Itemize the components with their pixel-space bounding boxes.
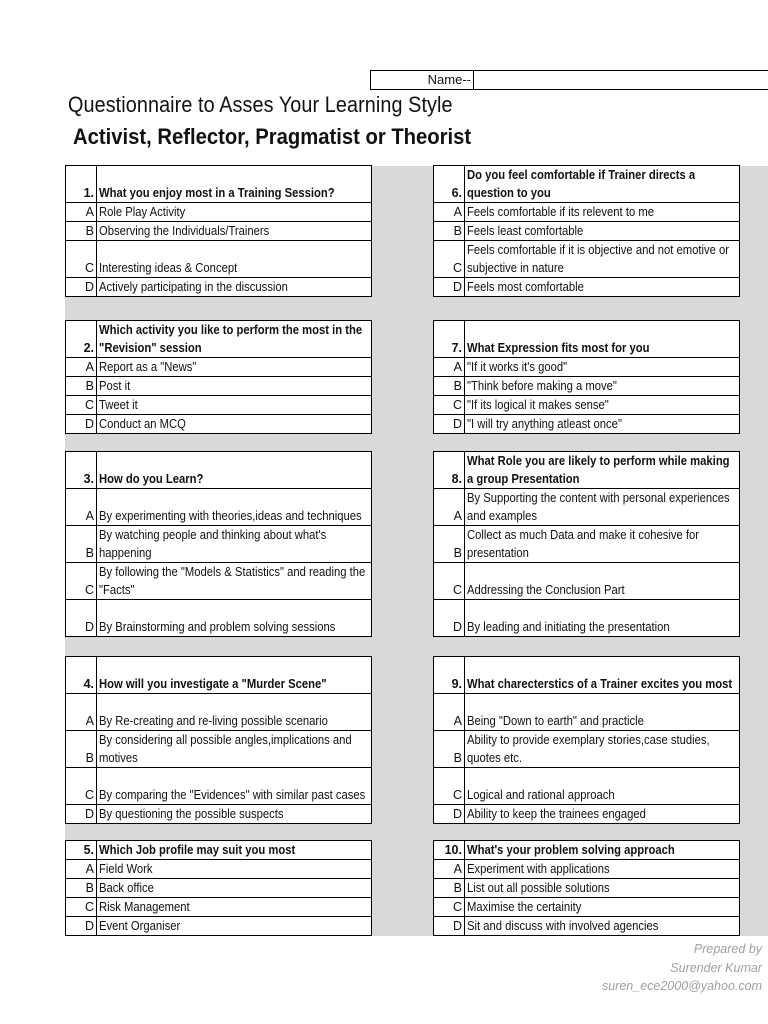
option-text: By Re-creating and re-living possible scenario: [99, 714, 328, 728]
option-letter: A: [66, 358, 97, 377]
option-letter: D: [66, 805, 97, 824]
option-letter: B: [66, 526, 97, 563]
option-letter: A: [434, 860, 465, 879]
option-row-b[interactable]: [66, 731, 372, 768]
option-row-d[interactable]: [434, 917, 740, 936]
question-number: 10.: [434, 841, 465, 860]
option-row-a[interactable]: [434, 860, 740, 879]
question-number: 1.: [66, 166, 97, 203]
option-text: Ability to provide exemplary stories,case studies, quotes etc.: [467, 733, 710, 765]
option-letter: A: [66, 694, 97, 731]
option-letter: C: [66, 768, 97, 805]
option-row-c[interactable]: [434, 898, 740, 917]
option-text: Addressing the Conclusion Part: [467, 583, 625, 597]
question-number: 4.: [66, 657, 97, 694]
option-letter: B: [434, 526, 465, 563]
option-text: "If its logical it makes sense": [467, 398, 609, 412]
question-block-9: [433, 656, 740, 824]
name-value[interactable]: [474, 71, 768, 89]
option-text: "If it works it's good": [467, 360, 568, 374]
option-letter: D: [66, 917, 97, 936]
option-letter: B: [434, 222, 465, 241]
option-row-c[interactable]: [434, 241, 740, 278]
question-number: 9.: [434, 657, 465, 694]
option-text: Ability to keep the trainees engaged: [467, 807, 646, 821]
option-letter: D: [66, 600, 97, 637]
question-row: [66, 321, 372, 358]
question-text: What Expression fits most for you: [467, 341, 650, 355]
question-block-4: [65, 656, 372, 824]
option-row-c[interactable]: [66, 396, 372, 415]
option-letter: A: [434, 694, 465, 731]
option-text: Event Organiser: [99, 919, 181, 933]
option-letter: A: [434, 358, 465, 377]
option-row-b[interactable]: [434, 879, 740, 898]
question-number: 7.: [434, 321, 465, 358]
question-block-5: [65, 840, 372, 936]
option-letter: D: [434, 805, 465, 824]
question-row: [66, 841, 372, 860]
option-text: Being "Down to earth" and practicle: [467, 714, 644, 728]
question-text: How will you investigate a "Murder Scene": [99, 677, 327, 691]
option-row-a[interactable]: [434, 694, 740, 731]
name-field-box: [370, 70, 768, 90]
option-row-b[interactable]: [66, 377, 372, 396]
option-row-a[interactable]: [66, 203, 372, 222]
option-letter: C: [434, 898, 465, 917]
option-text: Report as a "News": [99, 360, 197, 374]
option-text: Feels most comfortable: [467, 280, 584, 294]
option-row-b[interactable]: [66, 879, 372, 898]
option-text: Actively participating in the discussion: [99, 280, 288, 294]
option-row-c[interactable]: [66, 768, 372, 805]
option-text: Interesting ideas & Concept: [99, 261, 238, 275]
option-text: List out all possible solutions: [467, 881, 610, 895]
option-row-c[interactable]: [434, 396, 740, 415]
option-row-b[interactable]: [66, 526, 372, 563]
option-text: Risk Management: [99, 900, 190, 914]
question-row: [434, 657, 740, 694]
question-block-7: [433, 320, 740, 434]
option-letter: C: [434, 768, 465, 805]
option-letter: C: [66, 898, 97, 917]
option-row-c[interactable]: [66, 241, 372, 278]
option-text: By experimenting with theories,ideas and techniques: [99, 509, 362, 523]
option-letter: D: [66, 415, 97, 434]
question-block-3: [65, 451, 372, 637]
option-row-c[interactable]: [66, 898, 372, 917]
option-letter: D: [434, 278, 465, 297]
option-row-c[interactable]: [434, 563, 740, 600]
option-row-a[interactable]: [66, 358, 372, 377]
option-row-d[interactable]: [434, 415, 740, 434]
option-text: Observing the Individuals/Trainers: [99, 224, 270, 238]
option-row-b[interactable]: [434, 377, 740, 396]
prepared-by-label: Prepared by: [693, 942, 762, 956]
option-text: Sit and discuss with involved agencies: [467, 919, 659, 933]
option-text: "Think before making a move": [467, 379, 617, 393]
page-title: Questionnaire to Asses Your Learning Style: [68, 92, 453, 117]
option-letter: B: [66, 879, 97, 898]
option-row-d[interactable]: [434, 600, 740, 637]
prepared-by: [602, 940, 762, 996]
option-text: Role Play Activity: [99, 205, 186, 219]
page-subtitle: Activist, Reflector, Pragmatist or Theorist: [73, 124, 472, 149]
question-block-10: [433, 840, 740, 936]
option-row-d[interactable]: [66, 917, 372, 936]
option-text: By considering all possible angles,implications and motives: [99, 733, 352, 765]
option-text: By Brainstorming and problem solving sessions: [99, 620, 336, 634]
option-text: By following the "Models & Statistics" and reading the "Facts": [99, 565, 366, 597]
option-letter: D: [434, 415, 465, 434]
option-row-d[interactable]: [434, 278, 740, 297]
option-row-d[interactable]: [66, 600, 372, 637]
option-row-d[interactable]: [66, 415, 372, 434]
question-block-8: [433, 451, 740, 637]
question-text: What you enjoy most in a Training Session?: [99, 186, 335, 200]
option-letter: D: [66, 278, 97, 297]
question-text: How do you Learn?: [99, 472, 204, 486]
option-letter: B: [434, 879, 465, 898]
option-row-b[interactable]: [434, 222, 740, 241]
option-letter: D: [434, 600, 465, 637]
option-letter: C: [434, 563, 465, 600]
option-row-d[interactable]: [66, 805, 372, 824]
option-row-a[interactable]: [66, 860, 372, 879]
option-text: By Supporting the content with personal experiences and examples: [467, 491, 730, 523]
option-row-a[interactable]: [434, 203, 740, 222]
option-text: By leading and initiating the presentation: [467, 620, 670, 634]
option-text: Back office: [99, 881, 154, 895]
option-row-d[interactable]: [66, 278, 372, 297]
question-text: Which Job profile may suit you most: [99, 843, 296, 857]
option-letter: A: [66, 489, 97, 526]
question-number: 8.: [434, 452, 465, 489]
option-letter: A: [434, 489, 465, 526]
option-row-c[interactable]: [434, 768, 740, 805]
option-letter: A: [66, 860, 97, 879]
question-block-2: [65, 320, 372, 434]
author-name: Surender Kumar: [670, 960, 762, 975]
option-letter: B: [66, 377, 97, 396]
question-block-1: [65, 165, 372, 297]
option-letter: C: [434, 241, 465, 278]
question-row: [434, 321, 740, 358]
option-letter: C: [66, 396, 97, 415]
option-row-b[interactable]: [434, 731, 740, 768]
option-text: Logical and rational approach: [467, 788, 615, 802]
question-text: Do you feel comfortable if Trainer directs a question to you: [467, 168, 696, 200]
option-text: Post it: [99, 379, 131, 393]
name-label: Name--: [371, 71, 474, 89]
option-row-b[interactable]: [434, 526, 740, 563]
question-number: 2.: [66, 321, 97, 358]
question-text: What Role you are likely to perform while making a group Presentation: [467, 454, 730, 486]
question-row: [66, 452, 372, 489]
question-number: 6.: [434, 166, 465, 203]
option-text: By watching people and thinking about what's happening: [99, 528, 327, 560]
author-email: suren_ece2000@yahoo.com: [601, 979, 762, 993]
option-text: Feels comfortable if its relevent to me: [467, 205, 654, 219]
question-text: What's your problem solving approach: [467, 843, 675, 857]
option-letter: C: [66, 241, 97, 278]
option-letter: B: [66, 222, 97, 241]
option-text: "I will try anything atleast once": [467, 417, 622, 431]
question-row: [434, 452, 740, 489]
question-row: [434, 841, 740, 860]
option-letter: A: [434, 203, 465, 222]
option-text: By comparing the "Evidences" with similar past cases: [99, 788, 366, 802]
option-letter: C: [66, 563, 97, 600]
option-text: Experiment with applications: [467, 862, 610, 876]
option-row-c[interactable]: [66, 563, 372, 600]
option-text: Conduct an MCQ: [99, 417, 186, 431]
option-text: Feels least comfortable: [467, 224, 584, 238]
option-letter: C: [434, 396, 465, 415]
option-row-a[interactable]: [434, 489, 740, 526]
question-block-6: [433, 165, 740, 297]
option-letter: D: [434, 917, 465, 936]
option-row-a[interactable]: [66, 489, 372, 526]
option-text: Tweet it: [99, 398, 138, 412]
option-letter: B: [66, 731, 97, 768]
question-text: Which activity you like to perform the most in the "Revision" session: [99, 323, 363, 355]
option-row-a[interactable]: [66, 694, 372, 731]
question-row: [66, 657, 372, 694]
option-row-d[interactable]: [434, 805, 740, 824]
option-text: Maximise the certainity: [467, 900, 582, 914]
option-letter: A: [66, 203, 97, 222]
question-number: 5.: [66, 841, 97, 860]
option-text: Collect as much Data and make it cohesive for presentation: [467, 528, 699, 560]
option-row-a[interactable]: [434, 358, 740, 377]
option-row-b[interactable]: [66, 222, 372, 241]
question-text: What charecterstics of a Trainer excites you most: [467, 677, 733, 691]
question-row: [66, 166, 372, 203]
option-text: Feels comfortable if it is objective and not emotive or subjective in nature: [467, 243, 729, 275]
option-letter: B: [434, 377, 465, 396]
option-text: By questioning the possible suspects: [99, 807, 284, 821]
option-text: Field Work: [99, 862, 153, 876]
option-letter: B: [434, 731, 465, 768]
question-row: [434, 166, 740, 203]
question-number: 3.: [66, 452, 97, 489]
